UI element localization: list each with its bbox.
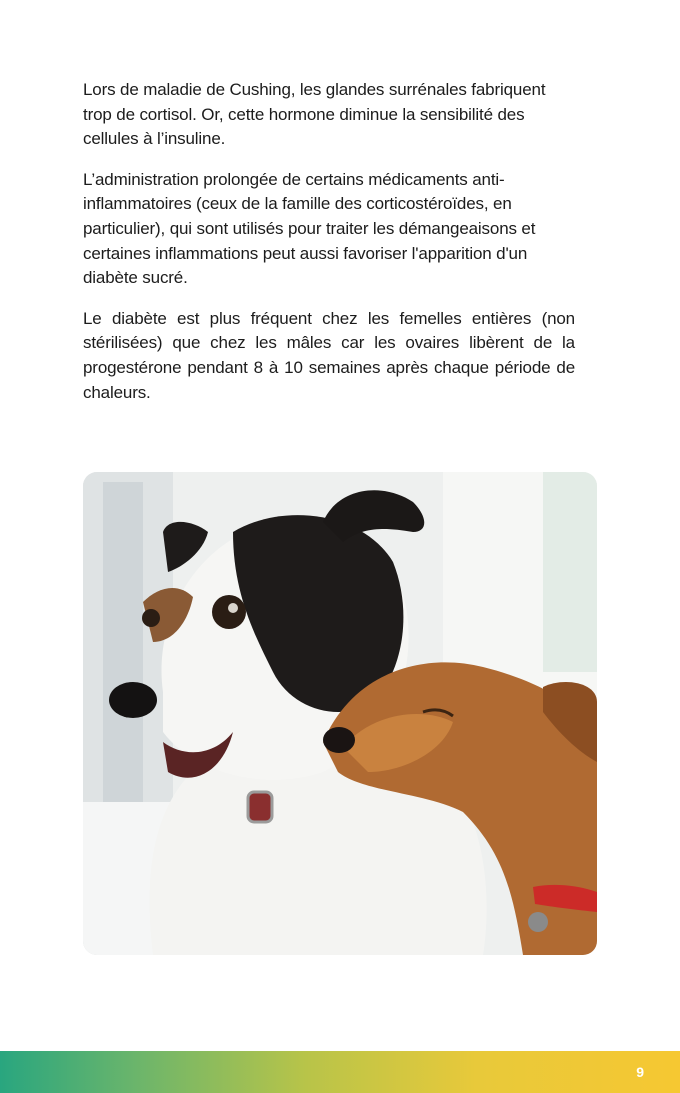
footer-gradient-bar bbox=[0, 1051, 680, 1093]
body-text bbox=[83, 78, 575, 421]
page-number: 9 bbox=[636, 1064, 644, 1080]
paragraph-corticosteroids: L’administration prolongée de certains médicaments anti-inflammatoires (ceux de la famille des corticostéroïdes, en particulier), qui sont utilisés pour traiter les démangeaisons et certaines inflammations peut aussi favoriser l'apparition d'un diabète sucré. bbox=[83, 169, 536, 288]
paragraph-females: Le diabète est plus fréquent chez les femelles entières (non stérilisées) que chez les mâles car les ovaires libèrent de la progestérone pendant 8 à 10 semaines après chaque période de chaleurs. bbox=[83, 308, 575, 402]
paragraph-cushing: Lors de maladie de Cushing, les glandes surrénales fabriquent trop de cortisol. Or, cette hormone diminue la sensibilité des cellules à l’insuline. bbox=[83, 80, 546, 149]
dogs-photo bbox=[83, 472, 597, 955]
